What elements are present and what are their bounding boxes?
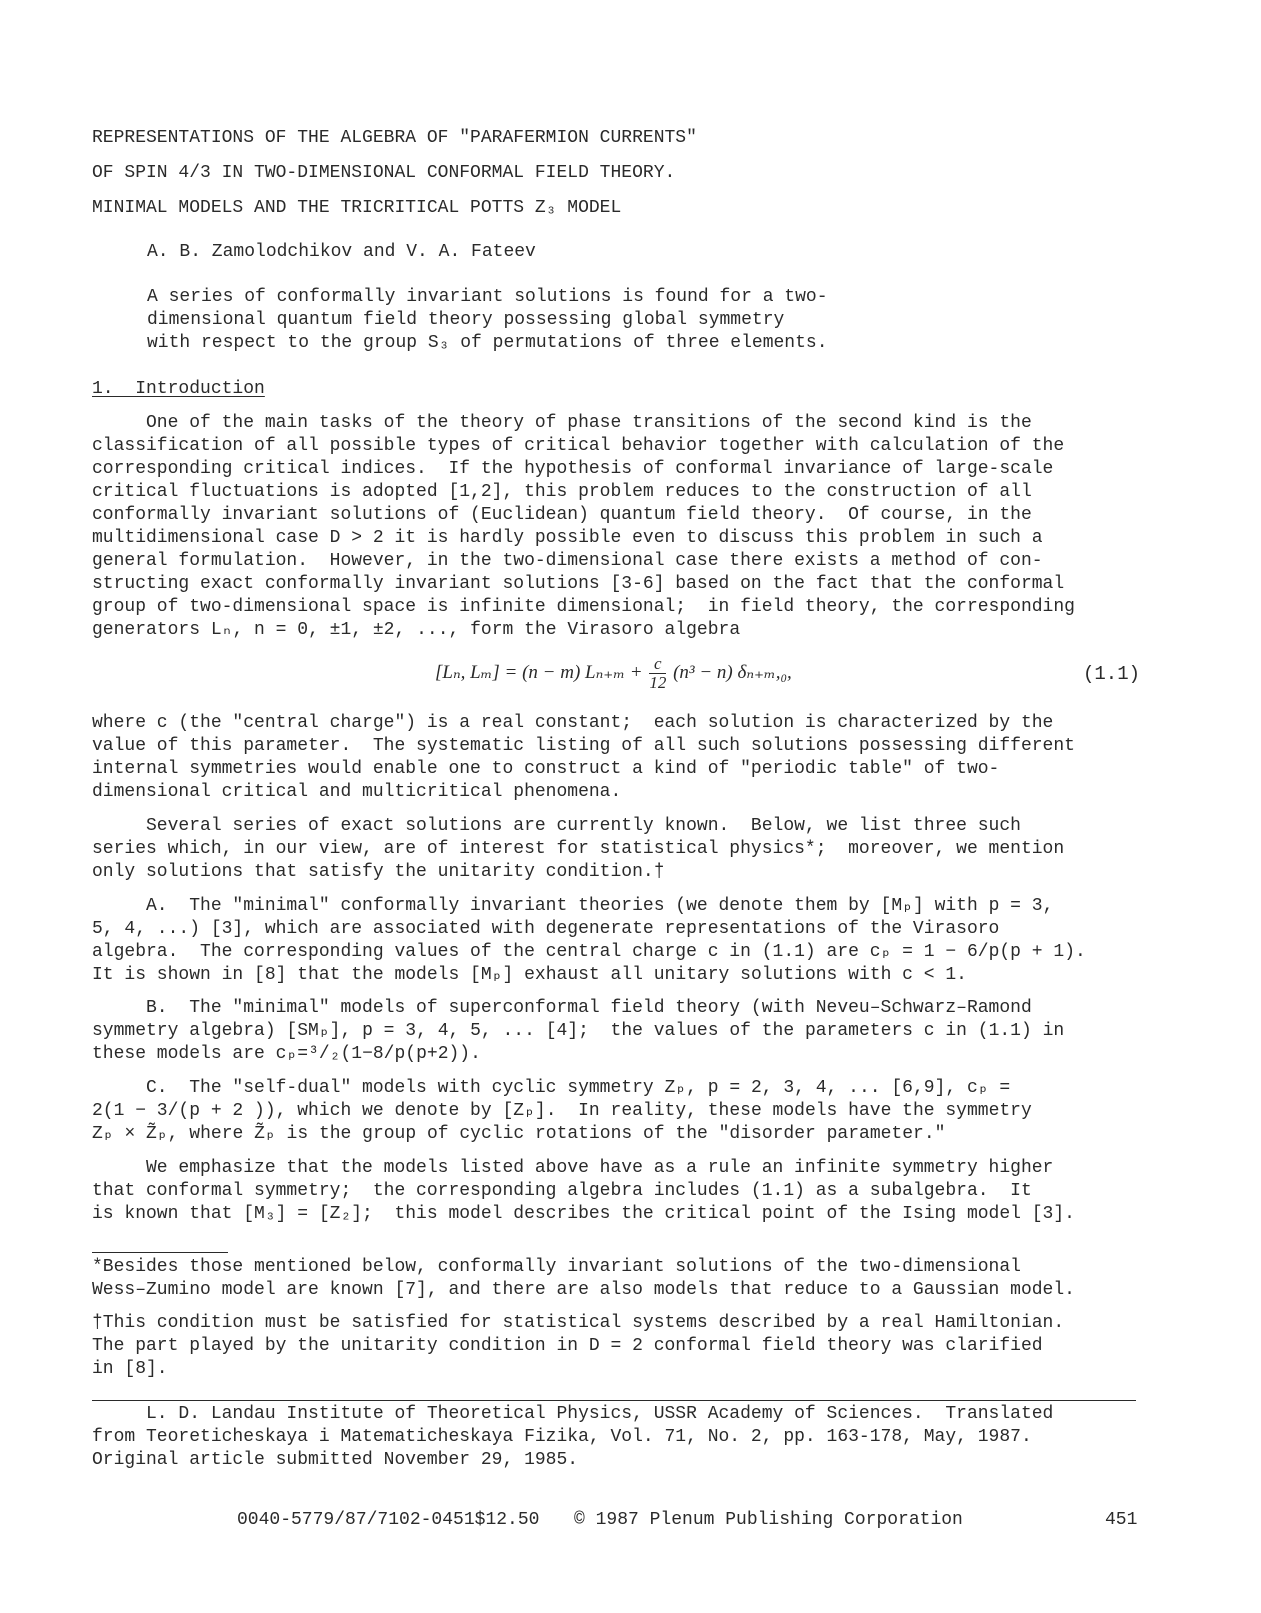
equation-1-1 (435, 655, 792, 692)
text-line: C. The "self-dual" models with cyclic symmetry Zₚ, p = 2, 3, 4, ... [6,9], cₚ = (92, 1078, 1011, 1098)
text-line: only solutions that satisfy the unitarity condition.† (92, 862, 665, 882)
text-line: Zₚ × Z̃ₚ, where Z̃ₚ is the group of cyclic rotations of the "disorder parameter." (92, 1124, 946, 1144)
equation-number: (1.1) (1083, 663, 1141, 685)
footnote-divider (92, 1252, 228, 1253)
affiliation (92, 1403, 1053, 1472)
text-line: general formulation. However, in the two-dimensional case there exists a method of con- (92, 551, 1043, 571)
text-line: 5, 4, ...) [3], which are associated with degenerate representations of the Virasoro (92, 919, 1000, 939)
affiliation-line: Original article submitted November 29, 1985. (92, 1450, 579, 1470)
footer-copyright: © 1987 Plenum Publishing Corporation (574, 1510, 963, 1530)
page-number: 451 (1105, 1510, 1138, 1530)
paragraph-emphasis (92, 1157, 1075, 1226)
paragraph-series (92, 815, 1064, 884)
text-line: symmetry algebra) [SMₚ], p = 3, 4, 5, ... [4]; the values of the parameters c in (1.1) in (92, 1021, 1065, 1041)
text-line: multidimensional case D > 2 it is hardly possible even to discuss this problem in such a (92, 528, 1043, 548)
title-line: MINIMAL MODELS AND THE TRICRITICAL POTTS Z₃ MODEL (92, 198, 622, 218)
text-line: value of this parameter. The systematic listing of all such solutions possessing different (92, 736, 1075, 756)
text-line: internal symmetries would enable one to construct a kind of "periodic table" of two- (92, 759, 1000, 779)
text-line: generators Lₙ, n = 0, ±1, ±2, ..., form the Virasoro algebra (92, 620, 741, 640)
abstract-line: A series of conformally invariant solutions is found for a two- (147, 287, 828, 307)
paragraph-central-charge (92, 712, 1075, 804)
fraction-numerator: c (649, 655, 666, 674)
footnote-line: in [8]. (92, 1359, 168, 1379)
footnote-star (92, 1256, 1075, 1302)
authors: A. B. Zamolodchikov and V. A. Fateev (147, 242, 536, 262)
equation-fraction (649, 655, 666, 692)
fraction-denominator: 12 (649, 673, 667, 692)
text-line: group of two-dimensional space is infinite dimensional; in field theory, the corresponding (92, 597, 1075, 617)
text-line: is known that [M₃] = [Z₂]; this model describes the critical point of the Ising model [3]. (92, 1204, 1075, 1224)
abstract-line: with respect to the group S₃ of permutations of three elements. (147, 333, 828, 353)
abstract (147, 286, 828, 355)
abstract-line: dimensional quantum field theory possessing global symmetry (147, 310, 785, 330)
footnote-line: The part played by the unitarity condition in D = 2 conformal field theory was clarified (92, 1336, 1043, 1356)
text-line: A. The "minimal" conformally invariant theories (we denote them by [Mₚ] with p = 3, (92, 896, 1054, 916)
section-heading: 1. Introduction (92, 379, 265, 399)
text-line: B. The "minimal" models of superconformal field theory (with Neveu–Schwarz–Ramond (92, 998, 1032, 1018)
text-line: structing exact conformally invariant solutions [3-6] based on the fact that the conformal (92, 574, 1065, 594)
equation-rhs: (n³ − n) δₙ₊ₘ,₀, (673, 661, 792, 683)
text-line: these models are cₚ=³/₂(1−8/p(p+2)). (92, 1044, 481, 1064)
title-line: OF SPIN 4/3 IN TWO-DIMENSIONAL CONFORMAL FIELD THEORY. (92, 163, 676, 183)
text-line: conformally invariant solutions of (Euclidean) quantum field theory. Of course, in the (92, 505, 1032, 525)
text-line: Several series of exact solutions are currently known. Below, we list three such (92, 816, 1021, 836)
text-line: classification of all possible types of critical behavior together with calculation of the (92, 436, 1065, 456)
text-line: dimensional critical and multicritical phenomena. (92, 782, 622, 802)
paper-title (92, 121, 697, 226)
text-line: One of the main tasks of the theory of phase transitions of the second kind is the (92, 413, 1032, 433)
list-item-c (92, 1077, 1032, 1146)
affiliation-divider (92, 1400, 1136, 1401)
text-line: series which, in our view, are of interest for statistical physics*; moreover, we mention (92, 839, 1065, 859)
text-line: It is shown in [8] that the models [Mₚ] exhaust all unitary solutions with c < 1. (92, 965, 967, 985)
footnote-line: †This condition must be satisfied for statistical systems described by a real Hamiltonian. (92, 1313, 1065, 1333)
footnote-line: Wess–Zumino model are known [7], and there are also models that reduce to a Gaussian model. (92, 1280, 1075, 1300)
affiliation-line: L. D. Landau Institute of Theoretical Physics, USSR Academy of Sciences. Translated (92, 1404, 1054, 1424)
text-line: We emphasize that the models listed above have as a rule an infinite symmetry higher (92, 1158, 1054, 1178)
text-line: 2(1 − 3/(p + 2 )), which we denote by [Zₚ]. In reality, these models have the symmetry (92, 1101, 1032, 1121)
list-item-a (92, 895, 1086, 987)
text-line: critical fluctuations is adopted [1,2], this problem reduces to the construction of all (92, 482, 1032, 502)
title-line: REPRESENTATIONS OF THE ALGEBRA OF "PARAFERMION CURRENTS" (92, 128, 697, 148)
text-line: corresponding critical indices. If the hypothesis of conformal invariance of large-scale (92, 459, 1054, 479)
footnote-dagger (92, 1312, 1064, 1381)
affiliation-line: from Teoreticheskaya i Matematicheskaya Fizika, Vol. 71, No. 2, pp. 163-178, May, 1987. (92, 1427, 1032, 1447)
text-line: that conformal symmetry; the corresponding algebra includes (1.1) as a subalgebra. It (92, 1181, 1032, 1201)
footer-code: 0040-5779/87/7102-0451$12.50 (237, 1510, 540, 1530)
text-line: algebra. The corresponding values of the central charge c in (1.1) are cₚ = 1 − 6/p(p + 1). (92, 942, 1086, 962)
equation-lhs: [Lₙ, Lₘ] = (n − m) Lₙ₊ₘ + (435, 661, 643, 683)
paragraph-intro (92, 412, 1075, 642)
list-item-b (92, 997, 1064, 1066)
footnote-line: *Besides those mentioned below, conformally invariant solutions of the two-dimensional (92, 1257, 1021, 1277)
text-line: where c (the "central charge") is a real constant; each solution is characterized by the (92, 713, 1054, 733)
